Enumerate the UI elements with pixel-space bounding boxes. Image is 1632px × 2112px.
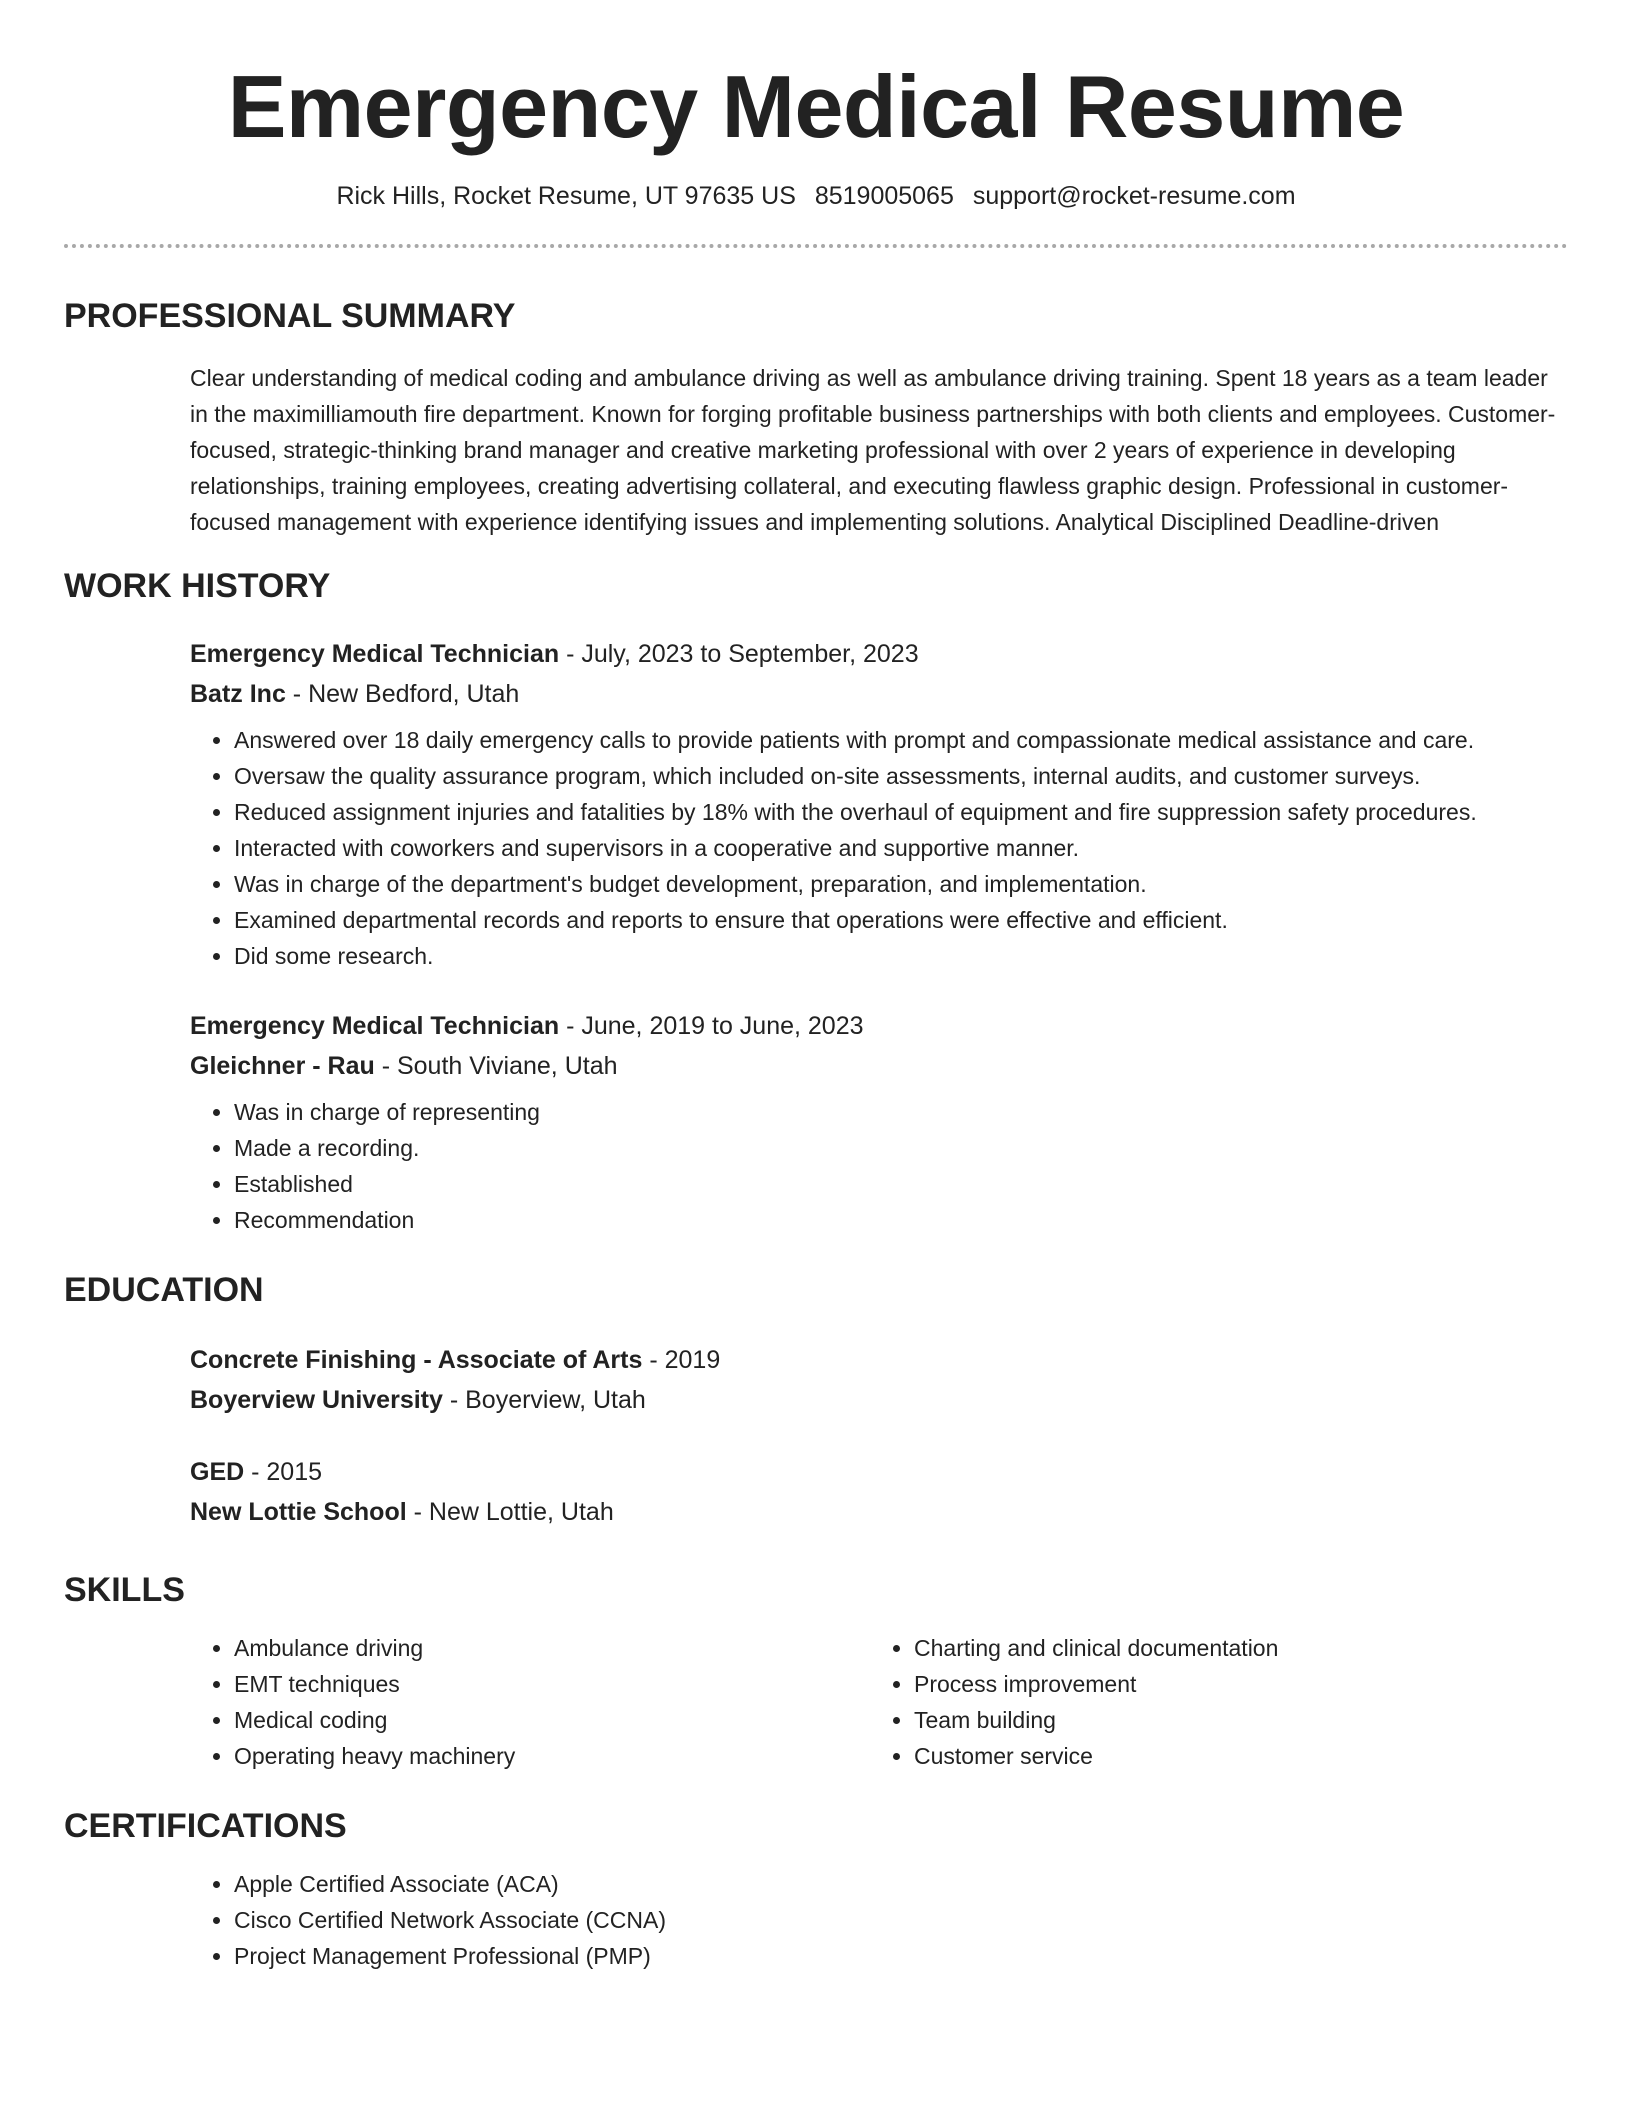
job-bullets (190, 722, 1568, 974)
job-bullet: • Was in charge of representing (234, 1094, 1568, 1130)
education-location: - Boyerview, Utah (442, 1386, 646, 1414)
skills-list-right (870, 1630, 1550, 1774)
education-degree-line (190, 1452, 1568, 1492)
job-title-line (190, 1006, 1568, 1046)
contact-email: support@rocket-resume.com (972, 182, 1296, 210)
job-location: - South Viviane, Utah (374, 1052, 618, 1080)
resume-title: Emergency Medical Resume (227, 57, 1405, 156)
skills-column-left (190, 1630, 870, 1774)
job-dates: - July, 2023 to September, 2023 (559, 640, 919, 668)
contact-line (64, 178, 1568, 214)
job-bullet: • Was in charge of the department's budget development, preparation, and implementation. (234, 866, 1568, 902)
education-year: - 2015 (244, 1458, 323, 1486)
job-company-line (190, 674, 1568, 714)
job-bullet: • Oversaw the quality assurance program, which included on-site assessments, internal audits, and customer surveys. (234, 758, 1568, 794)
certifications-list (190, 1866, 1568, 1974)
skills-list-left (190, 1630, 870, 1774)
job-bullet: • Reduced assignment injuries and fatalities by 18% with the overhaul of equipment and fire suppression safety procedures. (234, 794, 1568, 830)
education-entry (190, 1452, 1568, 1532)
header-divider (64, 244, 1568, 248)
skills-columns (190, 1630, 1568, 1774)
education-school: New Lottie School (190, 1498, 407, 1526)
job-title-line (190, 634, 1568, 674)
job-company: Batz Inc (190, 680, 286, 708)
job-location: - New Bedford, Utah (285, 680, 520, 708)
contact-phone: 8519005065 (814, 182, 954, 210)
job-company-line (190, 1046, 1568, 1086)
certifications-block (190, 1866, 1568, 1974)
education-year: - 2019 (642, 1346, 721, 1374)
education-school-line (190, 1380, 1568, 1420)
job-entry (190, 1006, 1568, 1238)
education-entry (190, 1340, 1568, 1420)
skill-item: • Ambulance driving (234, 1630, 870, 1666)
certifications-heading: CERTIFICATIONS (64, 1807, 347, 1845)
job-bullet: • Answered over 18 daily emergency calls to provide patients with prompt and compassionate medical assistance and care. (234, 722, 1568, 758)
job-entry (190, 634, 1568, 974)
education-degree: Concrete Finishing - Associate of Arts (190, 1346, 643, 1374)
education-degree: GED (190, 1458, 245, 1486)
skill-item: • EMT techniques (234, 1666, 870, 1702)
job-title: Emergency Medical Technician (190, 1012, 560, 1040)
contact-address: Rick Hills, Rocket Resume, UT 97635 US (336, 182, 796, 210)
skill-item: • Medical coding (234, 1702, 870, 1738)
education-school: Boyerview University (190, 1386, 443, 1414)
education-heading: EDUCATION (64, 1271, 264, 1309)
skill-item: • Operating heavy machinery (234, 1738, 870, 1774)
skill-item: • Charting and clinical documentation (914, 1630, 1550, 1666)
job-bullet: • Recommendation (234, 1202, 1568, 1238)
job-bullet: • Examined departmental records and reports to ensure that operations were effective and efficient. (234, 902, 1568, 938)
job-bullets (190, 1094, 1568, 1238)
skills-column-right (870, 1630, 1550, 1774)
job-bullet: • Did some research. (234, 938, 1568, 974)
summary-text: Clear understanding of medical coding and ambulance driving as well as ambulance driving training. Spent 18 years as a team leader in the maximilliamouth fire department. Known for forging profitable business partnerships with both clients and employees. Customer-focused, strategic-thinking brand manager and creative marketing professional with over 2 years of experience in developing relationships, training employees, creating advertising collateral, and executing flawless graphic design. Professional in customer-focused management with experience identifying issues and implementing solutions. Analytical Disciplined Deadline-driven (190, 365, 1556, 535)
job-title: Emergency Medical Technician (190, 640, 560, 668)
job-bullet: • Established (234, 1166, 1568, 1202)
job-company: Gleichner - Rau (190, 1052, 375, 1080)
skill-item: • Process improvement (914, 1666, 1550, 1702)
education-school-line (190, 1492, 1568, 1532)
summary-heading: PROFESSIONAL SUMMARY (64, 297, 516, 335)
certification-item: • Apple Certified Associate (ACA) (234, 1866, 1568, 1902)
certification-item: • Project Management Professional (PMP) (234, 1938, 1568, 1974)
education-degree-line (190, 1340, 1568, 1380)
job-bullet: • Interacted with coworkers and supervisors in a cooperative and supportive manner. (234, 830, 1568, 866)
education-location: - New Lottie, Utah (406, 1498, 614, 1526)
job-bullet: • Made a recording. (234, 1130, 1568, 1166)
skill-item: • Customer service (914, 1738, 1550, 1774)
skill-item: • Team building (914, 1702, 1550, 1738)
job-dates: - June, 2019 to June, 2023 (559, 1012, 864, 1040)
certification-item: • Cisco Certified Network Associate (CCNA) (234, 1902, 1568, 1938)
skills-heading: SKILLS (64, 1571, 185, 1609)
work-history-heading: WORK HISTORY (64, 567, 331, 605)
